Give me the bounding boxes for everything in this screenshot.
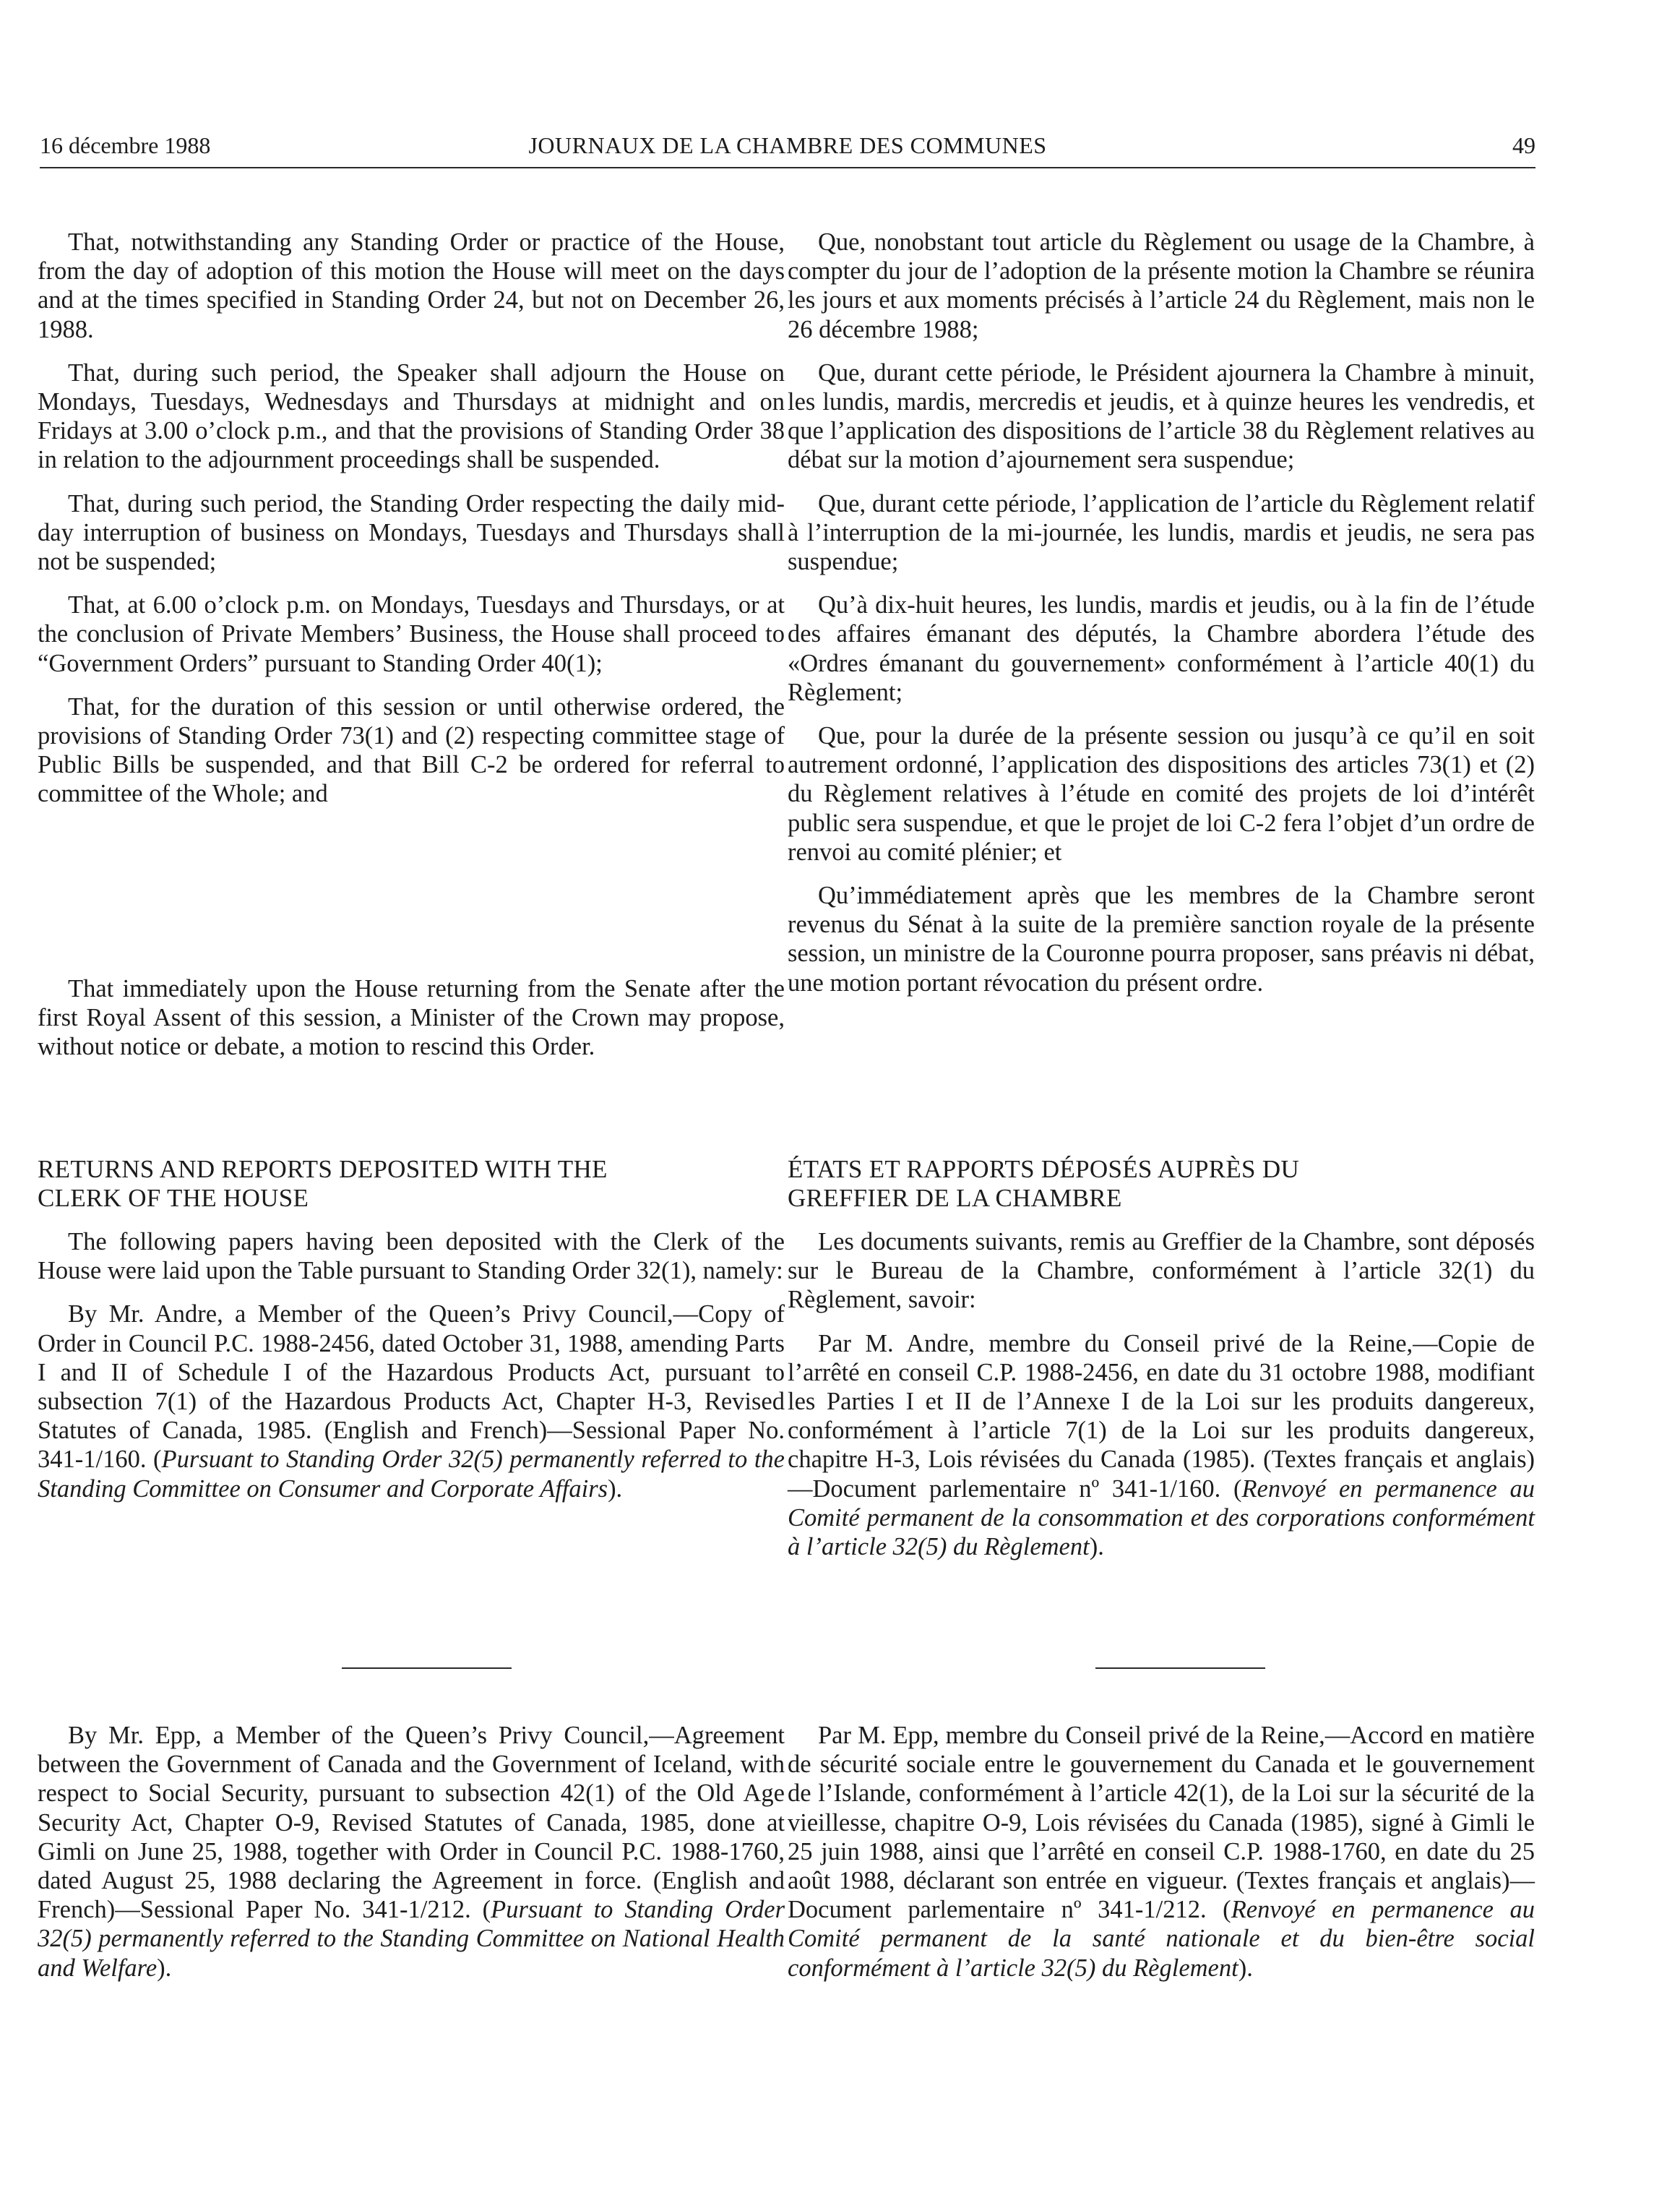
- french-paragraph-2: Que, durant cette période, le Président ajournera la Chambre à minuit, les lundis, mardis, mercredis et jeudis, et à quinze heures les vendredis, et que l’application des dispositions de l’article 38 du Règlement relatives au débat sur la motion d’ajournement sera suspendue;: [788, 358, 1535, 474]
- french-paragraph-8: [788, 1329, 1535, 1562]
- english-paragraph-6: That immediately upon the House returning from the Senate after the first Royal Assent of this session, a Minister of the Crown may propose, without notice or debate, a motion to rescind this Order.: [38, 975, 785, 1061]
- french-paragraph-7: Les documents suivants, remis au Greffier de la Chambre, sont déposés sur le Bureau de la Chambre, conformément à l’article 32(1) du Règlement, savoir:: [788, 1228, 1535, 1314]
- english-section-heading: [38, 1155, 785, 1213]
- french-p8-end: ).: [1089, 1533, 1104, 1561]
- english-p9-end: ).: [157, 1954, 172, 1982]
- french-paragraph-3: Que, durant cette période, l’application de l’article du Règlement relatif à l’interruption de la mi-journée, les lundis, mardis et jeudis, ne sera pas suspendue;: [788, 489, 1535, 576]
- english-p8-end: ).: [608, 1474, 623, 1503]
- french-heading-line-1: ÉTATS ET RAPPORTS DÉPOSÉS AUPRÈS DU: [788, 1155, 1300, 1183]
- french-p8-text: Par M. Andre, membre du Conseil privé de la Reine,—Copie de l’arrêté en conseil C.P. 1988-2456, en date du 31 octobre 1988, modifiant les Parties I et II de l’Annexe I de la Loi sur les produits dangereux, conformément à l’article 7(1) de la Loi sur les produits dangereux, chapitre H-3, Lois révisées du Canada (1985). (Textes français et anglais)—Document parlementaire nº 341-1/160. (: [788, 1329, 1535, 1503]
- page-number: 49: [1512, 132, 1535, 158]
- english-separator-rule: [342, 1667, 512, 1669]
- french-separator-rule: [1095, 1667, 1265, 1669]
- english-paragraph-7: The following papers having been deposited with the Clerk of the House were laid upon the Table pursuant to Standing Order 32(1), namely:: [38, 1228, 785, 1285]
- english-heading-line-2: CLERK OF THE HOUSE: [38, 1184, 309, 1212]
- english-p8-text: By Mr. Andre, a Member of the Queen’s Privy Council,—Copy of Order in Council P.C. 1988-2456, dated October 31, 1988, amending Parts I and II of Schedule I of the Hazardous Products Act, pursuant to subsection 7(1) of the Hazardous Products Act, Chapter H-3, Revised Statutes of Canada, 1985. (English and French)—Sessional Paper No. 341-1/160. (: [38, 1300, 785, 1474]
- french-block-4: [788, 1721, 1535, 1983]
- english-paragraph-3: That, during such period, the Standing Order respecting the daily mid-day interruption of business on Mondays, Tuesdays and Thursdays shall not be suspended;: [38, 489, 785, 576]
- english-heading-line-1: RETURNS AND REPORTS DEPOSITED WITH THE: [38, 1155, 608, 1183]
- french-paragraph-5: Que, pour la durée de la présente session ou jusqu’à ce qu’il en soit autrement ordonné, l’application des dispositions des articles 73(1) et (2) du Règlement relatives à l’étude en comité des projets de loi d’intérêt public sera suspendue, et que le projet de loi C-2 fera l’objet d’un ordre de renvoi au comité plénier; et: [788, 722, 1535, 866]
- english-p9-text: By Mr. Epp, a Member of the Queen’s Privy Council,—Agreement between the Government of Canada and the Government of Iceland, with respect to Social Security, pursuant to subsection 42(1) of the Old Age Security Act, Chapter O-9, Revised Statutes of Canada, 1985, done at Gimli on June 25, 1988, together with Order in Council P.C. 1988-1760, dated August 25, 1988 declaring the Agreement in force. (English and French)—Sessional Paper No. 341-1/212. (: [38, 1722, 785, 1924]
- english-block-1: [38, 228, 785, 809]
- french-heading-line-2: GREFFIER DE LA CHAMBRE: [788, 1184, 1122, 1212]
- french-p9-end: ).: [1238, 1954, 1253, 1982]
- english-paragraph-1: That, notwithstanding any Standing Order or practice of the House, from the day of adoption of this motion the House will meet on the days and at the times specified in Standing Order 24, but not on December 26, 1988.: [38, 228, 785, 343]
- french-paragraph-9: [788, 1721, 1535, 1983]
- header-title: JOURNAUX DE LA CHAMBRE DES COMMUNES: [528, 132, 1047, 158]
- french-block-1: [788, 228, 1535, 997]
- french-p9-text: Par M. Epp, membre du Conseil privé de la Reine,—Accord en matière de sécurité sociale entre le gouvernement du Canada et le gouvernement de l’Islande, conformément à l’article 42(1), de la Loi sur la sécurité de la vieillesse, chapitre O-9, Lois révisées du Canada (1985), signé à Gimli le 25 juin 1988, ainsi que l’arrêté en conseil C.P. 1988-1760, en date du 25 août 1988, déclarant son entrée en vigueur. (Textes français et anglais)—Document parlementaire nº 341-1/212. (: [788, 1722, 1535, 1924]
- english-paragraph-8: [38, 1300, 785, 1503]
- french-p9-italic: Renvoyé en permanence au Comité permanent de la santé nationale et du bien-être social conformément à l’article 32(5) du Règlement: [788, 1896, 1535, 1982]
- english-block-3: [38, 1155, 785, 1503]
- french-block-3: [788, 1155, 1535, 1561]
- running-header: [40, 126, 1535, 168]
- english-block-2: [38, 974, 785, 1062]
- english-p9-italic: Pursuant to Standing Order 32(5) permanently referred to the Standing Committee on National Health and Welfare: [38, 1896, 785, 1982]
- english-paragraph-2: That, during such period, the Speaker shall adjourn the House on Mondays, Tuesdays, Wednesdays and Thursdays at midnight and on Fridays at 3.00 o’clock p.m., and that the provisions of Standing Order 38 in relation to the adjournment proceedings shall be suspended.: [38, 358, 785, 474]
- french-paragraph-6: Qu’immédiatement après que les membres de la Chambre seront revenus du Sénat à la suite de la première sanction royale de la présente session, un ministre de la Couronne pourra proposer, sans préavis ni débat, une motion portant révocation du présent ordre.: [788, 882, 1535, 997]
- french-p8-italic: Renvoyé en permanence au Comité permanent de la consommation et des corporations conformément à l’article 32(5) du Règlement: [788, 1474, 1535, 1561]
- english-paragraph-4: That, at 6.00 o’clock p.m. on Mondays, Tuesdays and Thursdays, or at the conclusion of Private Members’ Business, the House shall proceed to “Government Orders” pursuant to Standing Order 40(1);: [38, 591, 785, 677]
- header-date: 16 décembre 1988: [40, 132, 211, 158]
- english-paragraph-5: That, for the duration of this session or until otherwise ordered, the provisions of Standing Order 73(1) and (2) respecting committee stage of Public Bills be suspended, and that Bill C-2 be ordered for referral to committee of the Whole; and: [38, 692, 785, 808]
- english-p8-italic: Pursuant to Standing Order 32(5) permanently referred to the Standing Committee on Consumer and Corporate Affairs: [38, 1446, 785, 1503]
- french-paragraph-4: Qu’à dix-huit heures, les lundis, mardis et jeudis, ou à la fin de l’étude des affaires émanant des députés, la Chambre abordera l’étude des «Ordres émanant du gouvernement» conformément à l’article 40(1) du Règlement;: [788, 591, 1535, 706]
- french-section-heading: [788, 1155, 1535, 1213]
- english-paragraph-9: [38, 1721, 785, 1983]
- english-block-4: [38, 1721, 785, 1983]
- french-paragraph-1: Que, nonobstant tout article du Règlement ou usage de la Chambre, à compter du jour de l’adoption de la présente motion la Chambre se réunira les jours et aux moments précisés à l’article 24 du Règlement, mais non le 26 décembre 1988;: [788, 228, 1535, 343]
